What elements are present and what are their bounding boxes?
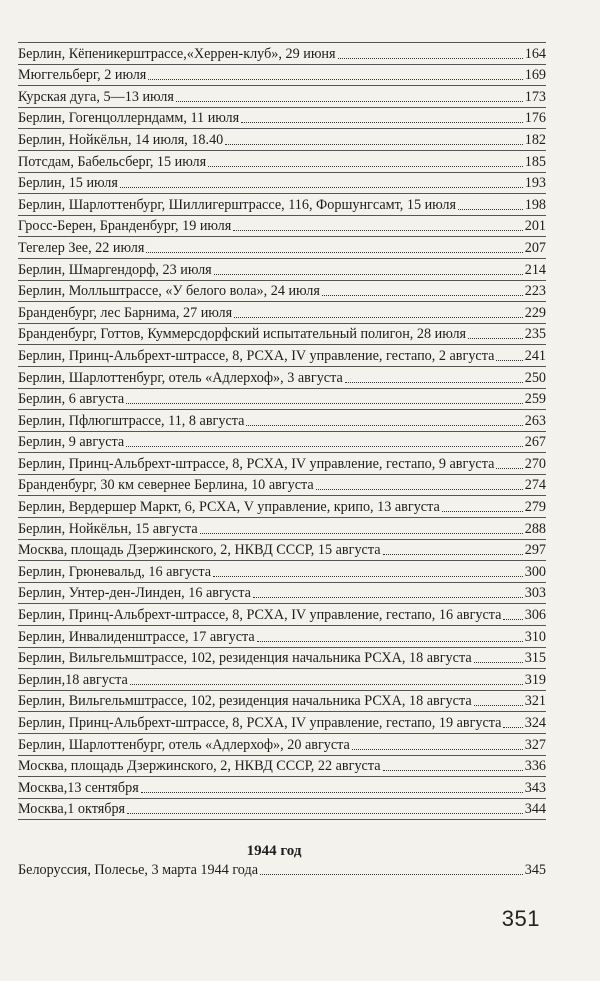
toc-entry (18, 712, 546, 734)
toc-entry-title: Бранденбург, Готтов, Куммерсдорфский испытательный полигон, 28 июля (18, 326, 467, 343)
toc-entry-title: Берлин, Вильгельмштрассе, 102, резиденция начальника РСХА, 18 августа (18, 650, 472, 667)
toc-entry-page: 345 (524, 861, 546, 878)
toc-entry (18, 410, 546, 432)
toc-entry-page: 303 (524, 585, 546, 602)
toc-entry (18, 734, 546, 756)
toc-entry (18, 626, 546, 648)
dot-leader (503, 727, 522, 728)
dot-leader (127, 813, 523, 814)
toc-entry-title: Берлин, Грюневальд, 16 августа (18, 563, 212, 580)
toc-entry-title: Потсдам, Бабельсберг, 15 июля (18, 153, 207, 170)
toc-entry-title: Бранденбург, 30 км севернее Берлина, 10 августа (18, 477, 314, 494)
toc-entry (18, 799, 546, 821)
toc-entry (18, 561, 546, 583)
dot-leader (468, 338, 523, 339)
dot-leader (126, 403, 522, 404)
toc-entry-page: 300 (524, 563, 546, 580)
dot-leader (200, 533, 523, 534)
toc-entry (18, 540, 546, 562)
page-number: 351 (501, 906, 540, 931)
toc-entry (18, 691, 546, 713)
toc-entry (18, 475, 546, 497)
toc-entry (18, 173, 546, 195)
table-of-contents-1944 (18, 858, 546, 880)
dot-leader (352, 749, 523, 750)
toc-entry-page: 279 (524, 499, 546, 516)
toc-entry-page: 241 (524, 347, 546, 364)
dot-leader (141, 792, 523, 793)
toc-entry-title: Бранденбург, лес Барнима, 27 июля (18, 304, 233, 321)
toc-entry-title: Москва, площадь Дзержинского, 2, НКВД СССР, 15 августа (18, 542, 381, 559)
toc-entry (18, 129, 546, 151)
toc-entry (18, 324, 546, 346)
toc-entry-page: 263 (524, 412, 546, 429)
toc-entry (18, 518, 546, 540)
dot-leader (496, 360, 522, 361)
toc-entry (18, 858, 546, 880)
toc-entry-page: 169 (524, 67, 546, 84)
toc-entry-title: Москва,13 сентября (18, 779, 139, 796)
toc-entry-title: Берлин, Инвалиденштрассе, 17 августа (18, 628, 255, 645)
dot-leader (474, 705, 523, 706)
dot-leader (322, 295, 523, 296)
toc-entry-title: Берлин,18 августа (18, 671, 128, 688)
toc-entry-page: 321 (524, 693, 546, 710)
toc-entry-page: 297 (524, 542, 546, 559)
dot-leader (338, 58, 523, 59)
toc-entry-title: Берлин, Вильгельмштрассе, 102, резиденция начальника РСХА, 18 августа (18, 693, 472, 710)
toc-entry (18, 108, 546, 130)
toc-entry-page: 270 (524, 455, 546, 472)
section-heading: 1944 год (246, 843, 302, 859)
toc-entry-page: 193 (524, 175, 546, 192)
toc-entry (18, 86, 546, 108)
toc-entry (18, 367, 546, 389)
toc-entry-title: Берлин, Гогенцоллерндамм, 11 июля (18, 110, 240, 127)
dot-leader (126, 446, 522, 447)
toc-entry-page: 182 (524, 131, 546, 148)
dot-leader (345, 382, 523, 383)
toc-entry (18, 648, 546, 670)
toc-entry (18, 237, 546, 259)
toc-entry (18, 389, 546, 411)
toc-entry (18, 604, 546, 626)
toc-entry-page: 288 (524, 520, 546, 537)
toc-entry (18, 65, 546, 87)
dot-leader (260, 874, 523, 875)
toc-entry-page: 306 (524, 607, 546, 624)
toc-entry-title: Белоруссия, Полесье, 3 марта 1944 года (18, 861, 258, 878)
toc-entry (18, 756, 546, 778)
dot-leader (246, 425, 522, 426)
toc-entry-page: 336 (524, 758, 546, 775)
toc-entry-page: 235 (524, 326, 546, 343)
toc-entry (18, 151, 546, 173)
dot-leader (316, 489, 523, 490)
dot-leader (503, 619, 522, 620)
dot-leader (213, 576, 523, 577)
toc-entry-title: Берлин, 15 июля (18, 175, 118, 192)
toc-entry-page: 176 (524, 110, 546, 127)
toc-entry-title: Москва,1 октября (18, 801, 126, 818)
table-of-contents (18, 42, 546, 820)
dot-leader (458, 209, 523, 210)
toc-entry (18, 453, 546, 475)
dot-leader (208, 166, 523, 167)
toc-entry-page: 344 (524, 801, 546, 818)
dot-leader (383, 554, 523, 555)
toc-entry (18, 194, 546, 216)
toc-entry-title: Берлин, Шмаргендорф, 23 июля (18, 261, 212, 278)
dot-leader (253, 597, 523, 598)
toc-entry (18, 432, 546, 454)
toc-entry-page: 324 (524, 715, 546, 731)
dot-leader (241, 122, 523, 123)
toc-entry-title: Берлин, Нойкёльн, 15 августа (18, 520, 198, 537)
toc-entry-page: 173 (524, 88, 546, 105)
dot-leader (176, 101, 523, 102)
toc-entry-page: 327 (524, 736, 546, 753)
toc-entry (18, 302, 546, 324)
toc-entry-title: Берлин, Молльштрассе, «У белого вола», 24 июля (18, 283, 320, 300)
toc-entry-title: Берлин, Принц-Альбрехт-штрассе, 8, РСХА, IV управление, гестапо, 9 августа (18, 455, 495, 472)
toc-entry (18, 496, 546, 518)
toc-entry-page: 201 (524, 218, 546, 235)
toc-entry-page: 343 (524, 779, 546, 796)
toc-entry-page: 259 (524, 391, 546, 408)
toc-entry-page: 185 (524, 153, 546, 170)
dot-leader (442, 511, 523, 512)
toc-entry (18, 259, 546, 281)
toc-entry-title: Мюггельберг, 2 июля (18, 67, 147, 84)
toc-entry-title: Гросс-Берен, Бранденбург, 19 июля (18, 218, 232, 235)
dot-leader (148, 79, 522, 80)
toc-entry-title: Берлин, Принц-Альбрехт-штрассе, 8, РСХА, IV управление, гестапо, 19 августа (18, 715, 502, 731)
dot-leader (214, 274, 523, 275)
toc-entry-title: Москва, площадь Дзержинского, 2, НКВД СССР, 22 августа (18, 758, 381, 775)
toc-entry-title: Берлин, Нойкёльн, 14 июля, 18.40 (18, 131, 224, 148)
dot-leader (146, 252, 522, 253)
toc-entry-title: Берлин, Пфлюгштрассе, 11, 8 августа (18, 412, 245, 429)
toc-entry-page: 250 (524, 369, 546, 386)
dot-leader (474, 662, 523, 663)
toc-entry-title: Берлин, Унтер-ден-Линден, 16 августа (18, 585, 251, 602)
toc-entry-title: Берлин, 6 августа (18, 391, 125, 408)
toc-entry-title: Курская дуга, 5—13 июля (18, 88, 174, 105)
dot-leader (496, 468, 522, 469)
dot-leader (383, 770, 523, 771)
dot-leader (234, 317, 523, 318)
toc-entry-page: 214 (524, 261, 546, 278)
toc-entry-title: Берлин, Кёпеникерштрассе,«Херрен-клуб», 29 июня (18, 45, 336, 62)
toc-entry (18, 216, 546, 238)
toc-entry-page: 310 (524, 628, 546, 645)
toc-entry-title: Берлин, Принц-Альбрехт-штрассе, 8, РСХА, IV управление, гестапо, 16 августа (18, 607, 502, 624)
toc-entry-title: Берлин, Вердершер Маркт, 6, РСХА, V управление, крипо, 13 августа (18, 499, 440, 516)
dot-leader (130, 684, 523, 685)
toc-entry-page: 267 (524, 434, 546, 451)
toc-entry-page: 198 (524, 196, 546, 213)
toc-entry-page: 164 (524, 45, 546, 62)
dot-leader (257, 641, 523, 642)
toc-entry (18, 669, 546, 691)
toc-entry-page: 207 (524, 239, 546, 256)
dot-leader (233, 230, 522, 231)
toc-entry (18, 281, 546, 303)
toc-entry-page: 223 (524, 283, 546, 300)
toc-entry-title: Берлин, 9 августа (18, 434, 125, 451)
toc-entry (18, 43, 546, 65)
toc-entry-page: 319 (524, 671, 546, 688)
toc-entry-page: 274 (524, 477, 546, 494)
toc-entry-page: 315 (524, 650, 546, 667)
toc-entry-title: Берлин, Шарлоттенбург, отель «Адлерхоф», 3 августа (18, 369, 343, 386)
dot-leader (120, 187, 523, 188)
toc-entry (18, 583, 546, 605)
dot-leader (225, 144, 522, 145)
toc-entry (18, 777, 546, 799)
toc-entry-title: Берлин, Шарлоттенбург, Шиллигерштрассе, 116, Форшунгсамт, 15 июля (18, 196, 457, 213)
toc-entry-title: Тегелер Зее, 22 июля (18, 239, 145, 256)
toc-entry (18, 345, 546, 367)
toc-entry-title: Берлин, Принц-Альбрехт-штрассе, 8, РСХА, IV управление, гестапо, 2 августа (18, 347, 495, 364)
toc-entry-title: Берлин, Шарлоттенбург, отель «Адлерхоф», 20 августа (18, 736, 350, 753)
toc-entry-page: 229 (524, 304, 546, 321)
